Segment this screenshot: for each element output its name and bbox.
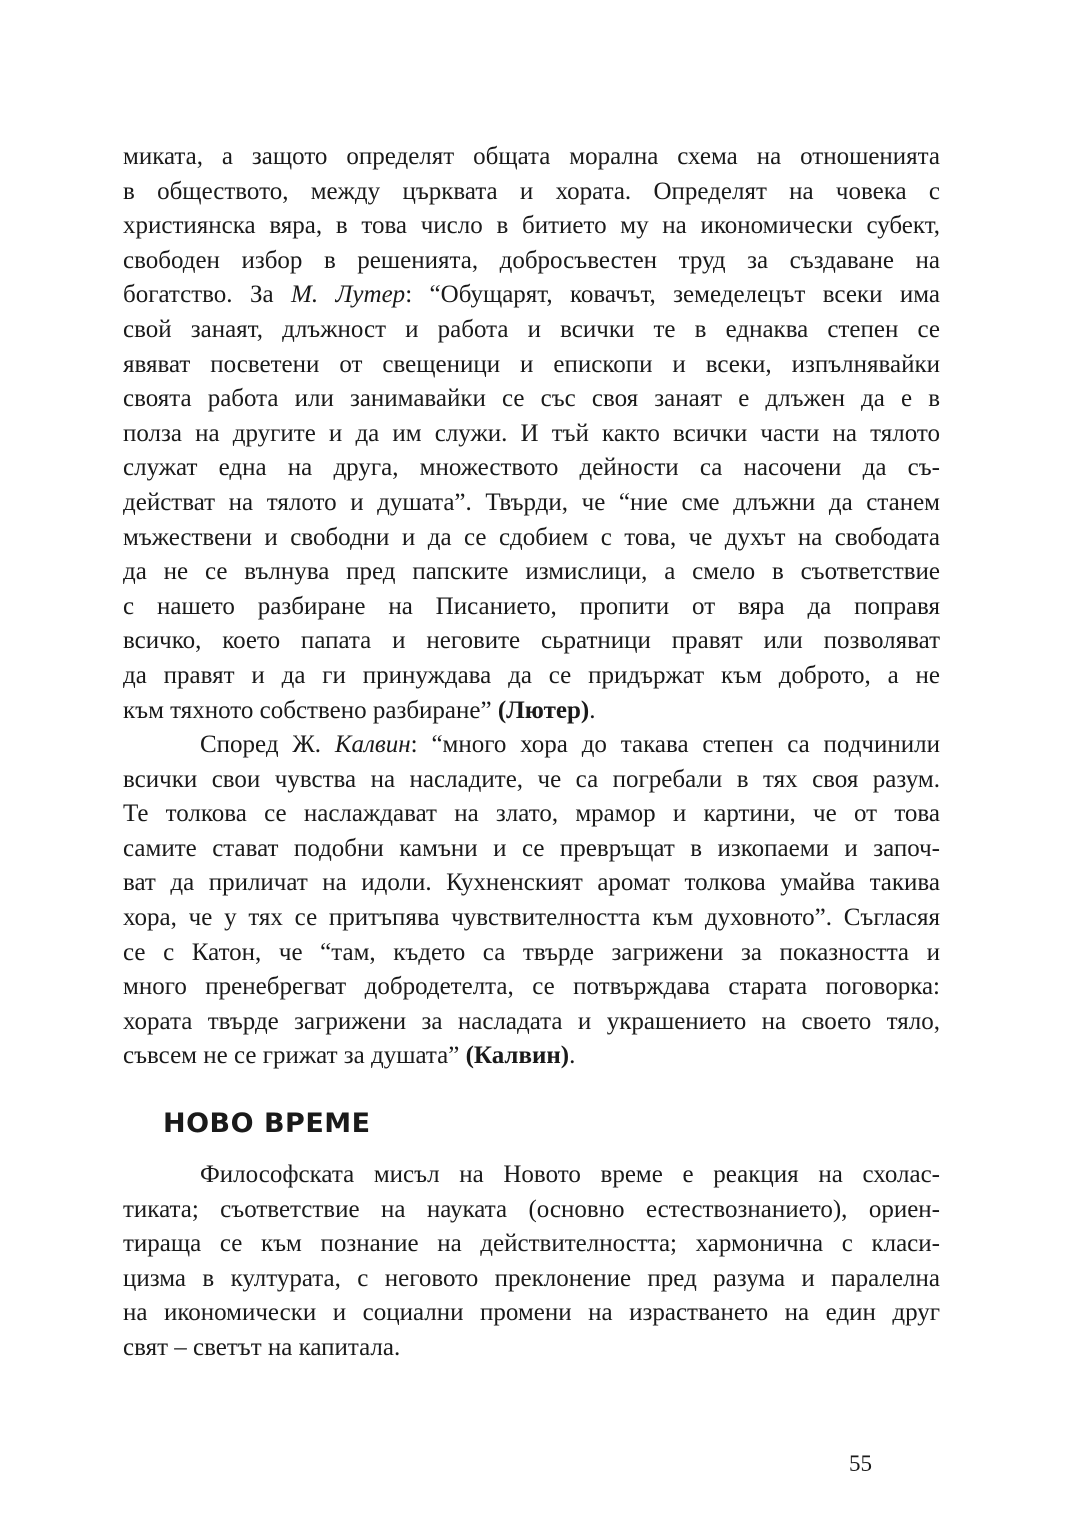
section-heading: НОВО ВРЕМЕ: [163, 1108, 371, 1139]
citation-calvin: (Калвин): [465, 1042, 570, 1070]
text-line: да не се вълнува пред папските измислици, а смело в съответствие: [123, 558, 940, 586]
text-line: цизма в културата, с неговото преклонение пред разума и паралелна: [123, 1264, 940, 1292]
text-line: [123, 728, 940, 763]
text-fragment: Според Ж.: [200, 731, 335, 759]
text-line: самите стават подобни камъни и се превръщат в изкопаеми и започ-: [123, 834, 940, 862]
text-line: мъжествени и свободни и да се сдобием с това, че духът на свободата: [123, 523, 940, 551]
text-line: се с Катон, че “там, където са твърде загрижени за показността и: [123, 938, 940, 966]
page-body: [123, 140, 940, 1074]
page-number: 55: [849, 1451, 872, 1476]
text-fragment: : “много хора до такава степен са подчинили: [410, 731, 940, 759]
citation-luther: (Лютер): [497, 696, 590, 724]
text-line: своята работа или занимавайки се със своя занаят е длъжен да е в: [123, 385, 940, 413]
text-fragment: .: [589, 696, 596, 724]
text-line: християнска вяра, в това число в битието му на икономически субект,: [123, 212, 940, 240]
text-fragment: .: [569, 1042, 576, 1070]
paragraph-luther: [123, 140, 940, 728]
text-fragment: богатство. За: [123, 281, 292, 309]
text-line: Философската мисъл на Новото време е реакция на схолас-: [200, 1161, 940, 1188]
text-line: миката, а защото определят общата морална схема на отношенията: [123, 143, 940, 170]
text-line: свой занаят, длъжност и работа и всички те в еднаква степен се: [123, 315, 940, 343]
paragraph-modern-times: [123, 1158, 940, 1366]
text-line: да правят и да ги принуждава да се придържат към доброто, а не: [123, 661, 940, 689]
text-line: на икономически и социални промени на израстването на един друг: [123, 1299, 940, 1327]
text-fragment: : “Обущарят, ковачът, земеделецът всеки има: [405, 281, 940, 309]
text-line: свободен избор в решенията, добросъвестен труд за създаване на: [123, 246, 940, 274]
text-line: хора, че у тях се притъпява чувствителността към духовното”. Съгласяя: [123, 904, 940, 932]
text-line: в обществото, между църквата и хората. Определят на човека с: [123, 177, 940, 205]
text-fragment: към тяхното собствено разбиране”: [123, 696, 498, 724]
text-line: всички свои чувства на насладите, че са погребали в тях своя разум.: [123, 765, 940, 793]
paragraph-calvin: [123, 728, 940, 1074]
author-name-luther: М. Лутер: [291, 281, 406, 309]
author-name-calvin: Калвин: [334, 731, 411, 759]
paragraph-body: [123, 1158, 940, 1366]
text-line: действат на тялото и душата”. Твърди, че “ние сме длъжни да станем: [123, 488, 940, 516]
text-line: много пренебрегват добродетелта, се потвърждава старата поговорка:: [123, 973, 940, 1001]
text-line: [123, 278, 940, 313]
text-line: свят – светът на капитала.: [123, 1333, 401, 1361]
text-line: [123, 694, 940, 729]
text-fragment: съвсем не се грижат за душата”: [123, 1042, 466, 1070]
text-line: тиката; съответствие на науката (основно естествознанието), ориен-: [123, 1195, 940, 1223]
text-line: ват да приличат на идоли. Кухненският аромат толкова умайва такива: [123, 869, 940, 897]
text-line: всичко, което папата и неговите сьратници правят или позволяват: [123, 627, 940, 655]
text-line: хората твърде загрижени за насладата и украшението на своето тяло,: [123, 1007, 940, 1035]
text-line: служат една на друга, множеството дейности са насочени да съ-: [123, 454, 940, 482]
text-line: явяват посветени от свещеници и епископи и всеки, изпълнявайки: [123, 350, 940, 378]
text-line: тираща се към познание на действителността; хармонична с класи-: [123, 1230, 940, 1258]
text-line: Те толкова се наслаждават на злато, мрамор и картини, че от това: [123, 800, 940, 828]
text-line: [123, 1039, 940, 1074]
text-line: с нашето разбиране на Писанието, пропити от вяра да поправя: [123, 592, 940, 620]
text-line: полза на другите и да им служи. И тъй както всички части на тялото: [123, 419, 940, 447]
